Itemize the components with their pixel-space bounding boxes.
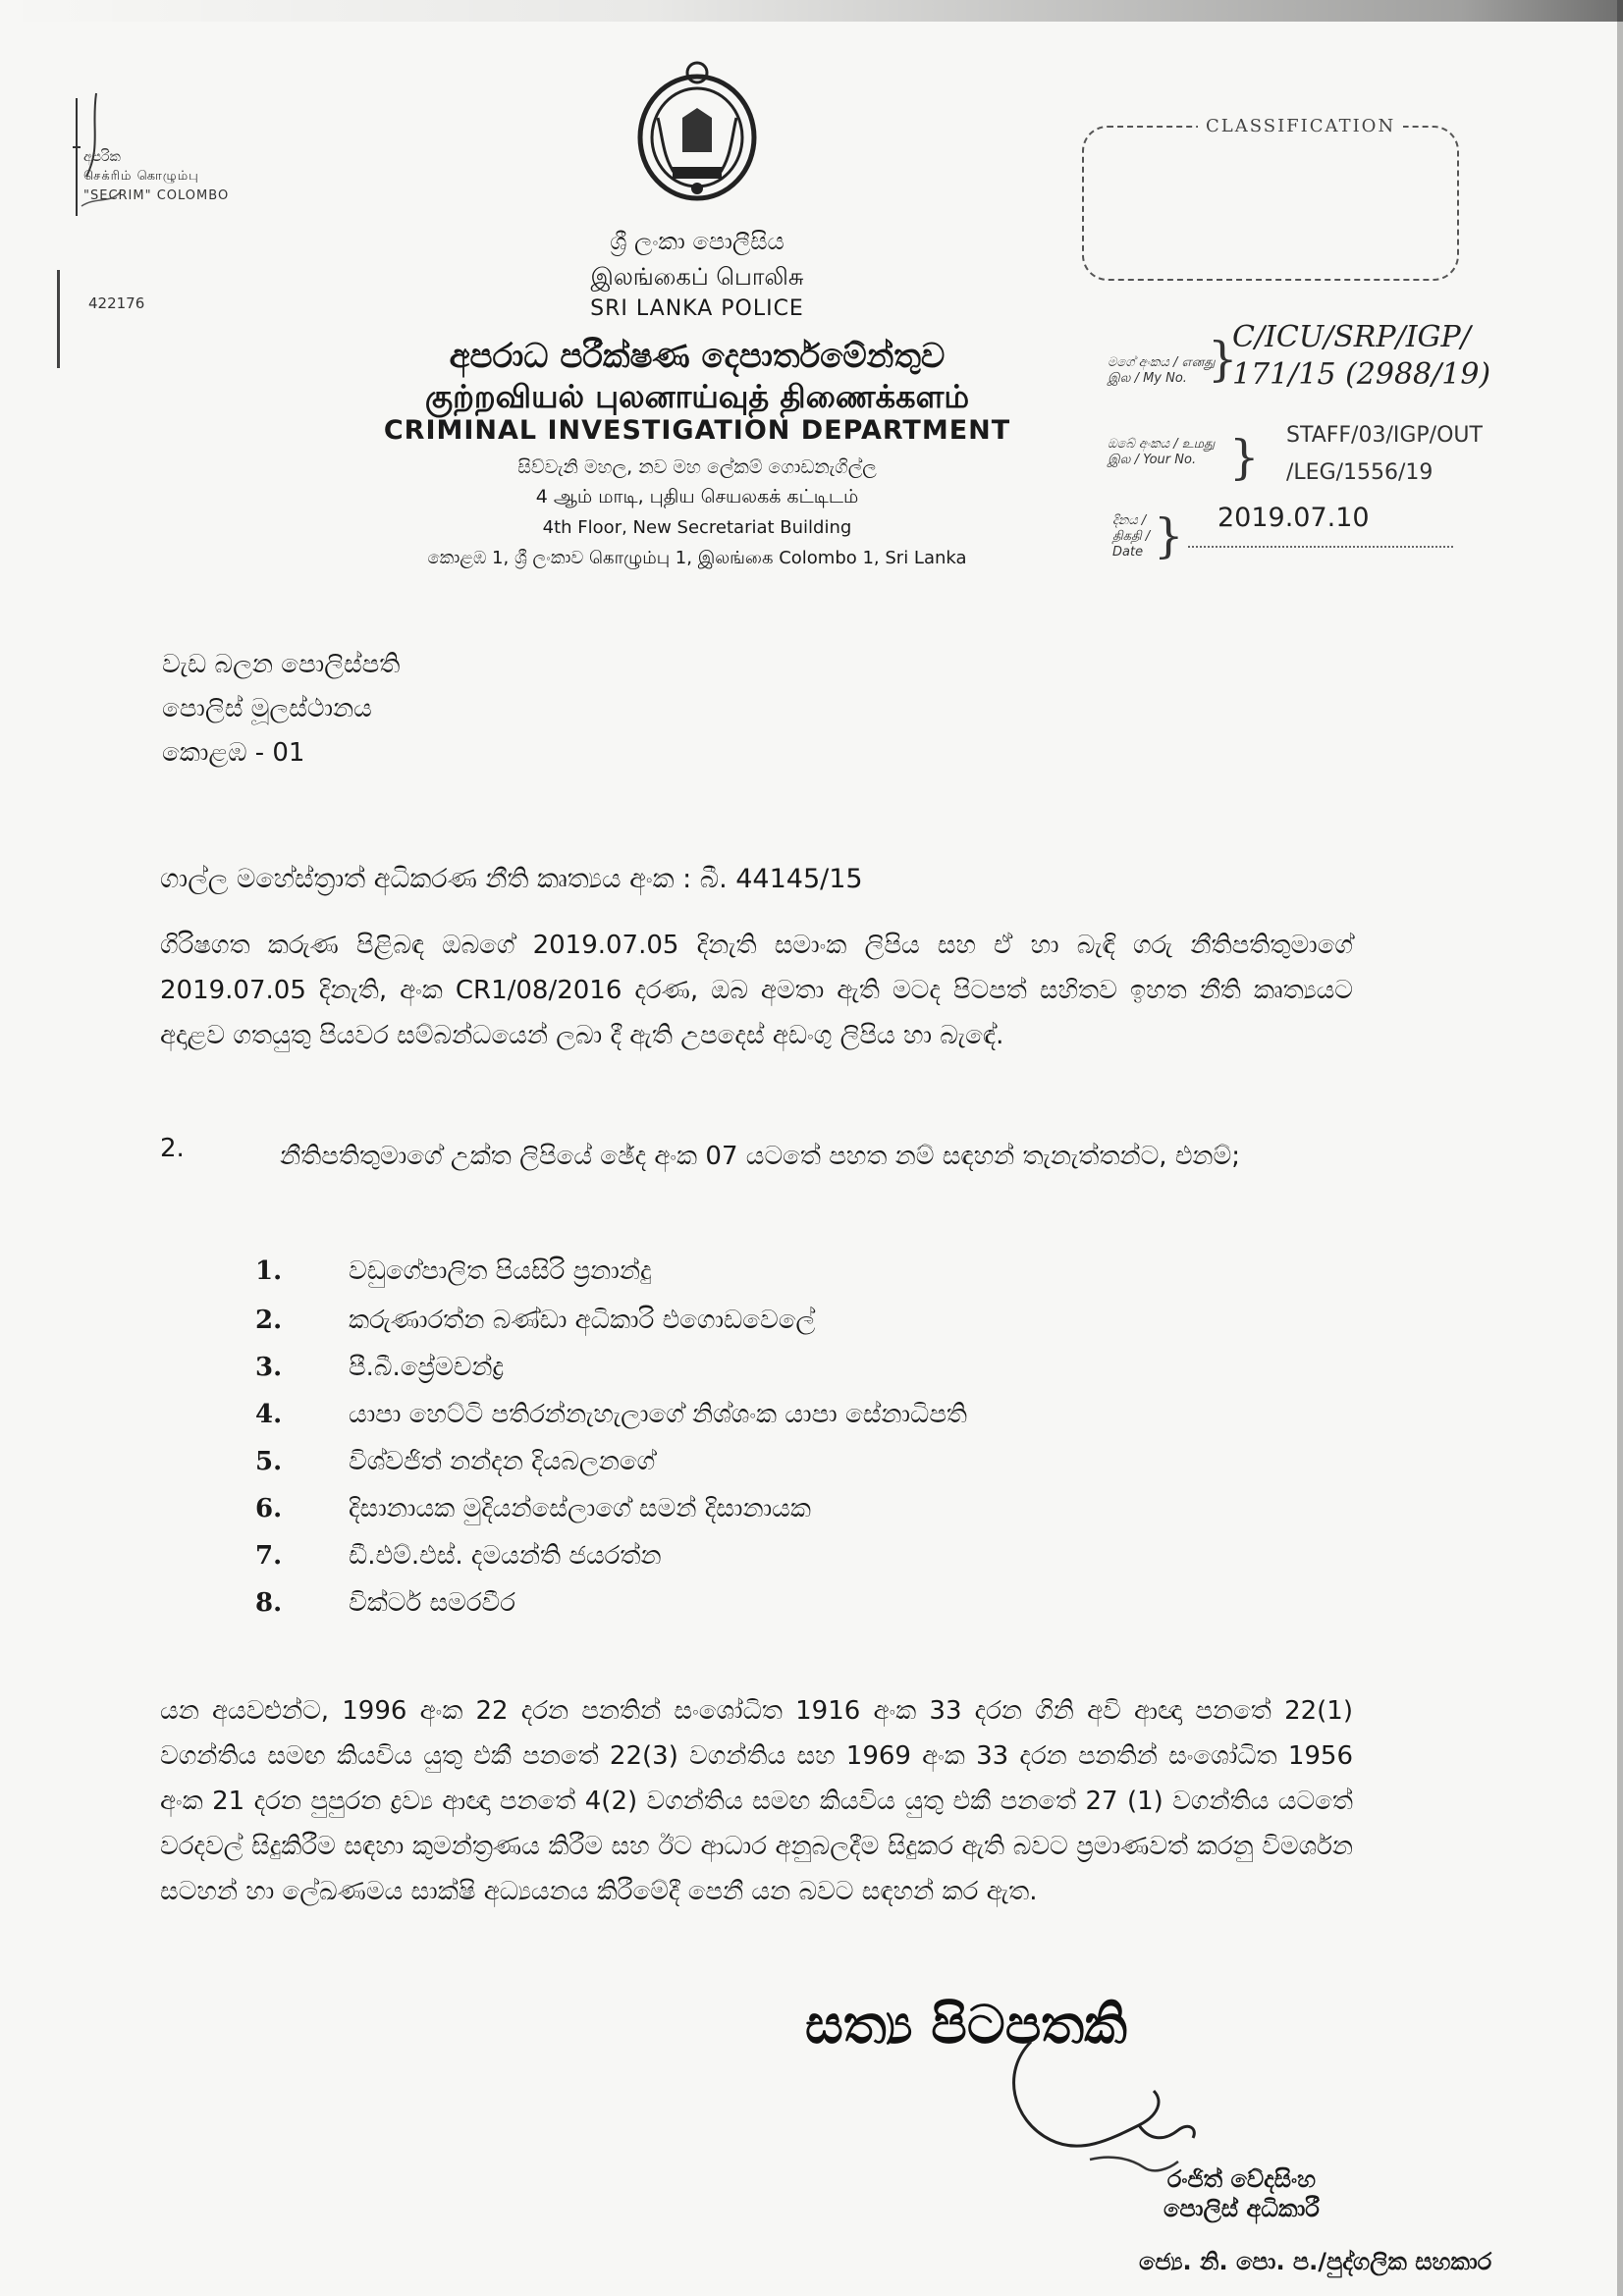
subject-line: ගාල්ල මහේස්ත්‍රාත් අධිකරණ නීති කෘත්‍යය අංක : බී. 44145/15 [160,864,863,894]
list-item-name: ඩී.එම්.එස්. දමයන්ති ජයරත්න [349,1541,662,1571]
list-item-number: 5. [255,1447,283,1476]
your-no-label: ඔබේ අංකය / உமது இல / Your No. [1108,437,1216,467]
address-tamil: 4 ஆம் மாடி, புதிய செயலகக் கட்டிடம் [535,486,859,507]
my-no-line2: 171/15 (2988/19) [1232,357,1491,392]
file-bracket [57,270,70,368]
list-item [255,1447,655,1477]
date-value: 2019.07.10 [1217,503,1370,533]
your-no-line1: STAFF/03/IGP/OUT [1286,423,1483,448]
header-english: SRI LANKA POLICE [590,296,804,321]
date-label: දිනය / திகதி / Date [1112,513,1151,560]
classification-box [1082,126,1459,281]
your-no-brace: } [1229,430,1260,485]
department-sinhala: අපරාධ පරීක්ෂණ දෙපාර්තමේන්තුව [449,337,946,376]
list-item-name: කරුණාරත්න බණ්ඩා අධිකාරි එගොඩවෙලේ [349,1306,816,1335]
list-item-name: වික්ටර් සමරවීර [349,1588,515,1618]
list-item-number: 1. [255,1256,283,1286]
addressee-line3: කොළඹ - 01 [162,738,305,768]
list-item-name: වඩුගේපාලිත පියසිරි ප්‍රනාන්දු [349,1256,652,1286]
signatory-title: ජ්‍යෙ. නි. පො. ප./පුද්ගලික සහකාර [1139,2248,1492,2275]
scan-edge-shadow [0,0,1623,22]
paragraph-2-number: 2. [160,1134,185,1163]
list-item-name: විශ්වජිත් නන්දන දියබලනගේ [349,1447,656,1476]
list-item [255,1353,504,1383]
list-item [255,1541,662,1572]
secrim-stamp-line2: செக்ரிம் கொழும்பு [83,169,199,184]
my-no-line1: C/ICU/SRP/IGP/ [1232,320,1471,354]
sri-lanka-emblem-icon [628,59,766,206]
header-sinhala: ශ්‍රී ලංකා පොලීසිය [610,228,784,255]
list-item-name: පී.බී.ප්‍රේමචන්ද්‍ර [349,1353,505,1382]
list-item [255,1256,652,1287]
list-item-number: 2. [255,1306,283,1335]
list-item [255,1494,811,1524]
signatory-name-stamp [1163,2164,1320,2223]
file-number: 422176 [88,294,145,312]
signatory-rank: පොලිස් අධිකාරී [1163,2195,1320,2222]
list-item-number: 3. [255,1353,283,1382]
addressee-line1: වැඩ බලන පොලිස්පති [162,650,401,679]
list-item-number: 6. [255,1494,283,1523]
paragraph-3: යන අයවළුන්ට, 1996 අංක 22 දරන පනතින් සංශෝධිත 1916 අංක 33 දරන ගිනි අවි ආඥා පනතේ 22(1) වගන්තිය සමඟ කියවිය යුතු එකී පනතේ 22(3) වගන්තිය සහ 1969 අංක 33 දරන පනතින් සංශෝධිත 1956 අංක 21 දරන පුපුරන ද්‍රව්‍ය ආඥා පනතේ 4(2) වගන්තිය සමඟ කියවිය යුතු එකී පනතේ 27 (1) වගන්තිය යටතේ වරදවල් සිදුකිරීම සඳහා කුමන්ත්‍රණය කිරීම සහ ඊට ආධාර අනුබලදීම සිදුකර ඇති බවට ප්‍රමාණවත් කරනු විමර්ශන සටහන් හා ලේඛණමය සාක්ෂි අධ්‍යයනය කිරීමේදී පෙනී යන බවට සඳහන් කර ඇත. [160,1696,1353,1906]
your-no-value [1286,417,1483,492]
scan-right-edge [1617,0,1623,2296]
my-no-value [1232,319,1490,394]
true-copy-stamp: සත්‍ය පිටපතකි [805,1993,1127,2056]
header-tamil: இலங்கைப் பொலிசு [590,263,804,291]
addressee-line2: පොලිස් මූලස්ථානය [162,694,372,723]
paragraph-1: ගිරිෂගත කරුණ පිළිබඳ ඔබගේ 2019.07.05 දිනැති සමාංක ලිපිය සහ ඒ හා බැඳි ගරු නීතිපතිතුමාගේ 2019.07.05 දිනැති, අංක CR1/08/2016 දරණ, ඔබ අමතා ඇති මටද පිටපත් සහිතව ඉහත නීති කෘත්‍යයට අදාළව ගතයුතු පියවර සම්බන්ධයෙන් ලබා දී ඇති උපදෙස් අඩංගු ලිපිය හා බැඳේ. [160,931,1353,1050]
classification-label: CLASSIFICATION [1198,116,1403,136]
date-underline [1188,546,1453,548]
list-item [255,1588,515,1619]
department-tamil: குற்றவியல் புலனாய்வுத் திணைக்களம் [424,378,970,415]
address-sinhala: සිව්වැනි මහල, නව මහ ලේකම් ගොඩනැගිල්ල [517,456,877,478]
your-no-line2: /LEG/1556/19 [1286,460,1434,485]
list-item [255,1306,815,1336]
secrim-stamp-line3: "SECRIM" COLOMBO [83,188,230,203]
list-item-number: 8. [255,1588,283,1618]
list-item-name: යාපා හෙට්ටි පතිරන්නැහැලාගේ නිශ්ශංක යාපා සේනාධිපති [349,1400,968,1429]
department-english: CRIMINAL INVESTIGATION DEPARTMENT [383,415,1011,446]
list-item [255,1400,967,1430]
date-brace: } [1154,508,1184,563]
secrim-stamp-line1: අපරික [83,149,121,165]
list-item-number: 4. [255,1400,283,1429]
my-no-brace: } [1208,332,1238,387]
my-no-label: මගේ අංකය / எனது இல / My No. [1108,355,1216,386]
signatory-name: රංජිත් වේදසිංහ [1166,2165,1317,2193]
address-english: 4th Floor, New Secretariat Building [542,517,852,538]
secrim-stamp [83,147,229,206]
list-item-name: දිසානායක මුදියන්සේලාගේ සමන් දිසානායක [349,1494,811,1523]
addressee [162,643,400,775]
list-item-number: 7. [255,1541,283,1571]
address-city: කොළඹ 1, ශ්‍රී ලංකාව கொழும்பு 1, இலங்கை Colombo 1, Sri Lanka [427,548,967,568]
paragraph-2: නීතිපතිතුමාගේ උක්ත ලිපියේ ඡේද අංක 07 යටතේ පහත නම් සඳහන් තැනැත්තන්ට, එනම්; [280,1142,1240,1171]
